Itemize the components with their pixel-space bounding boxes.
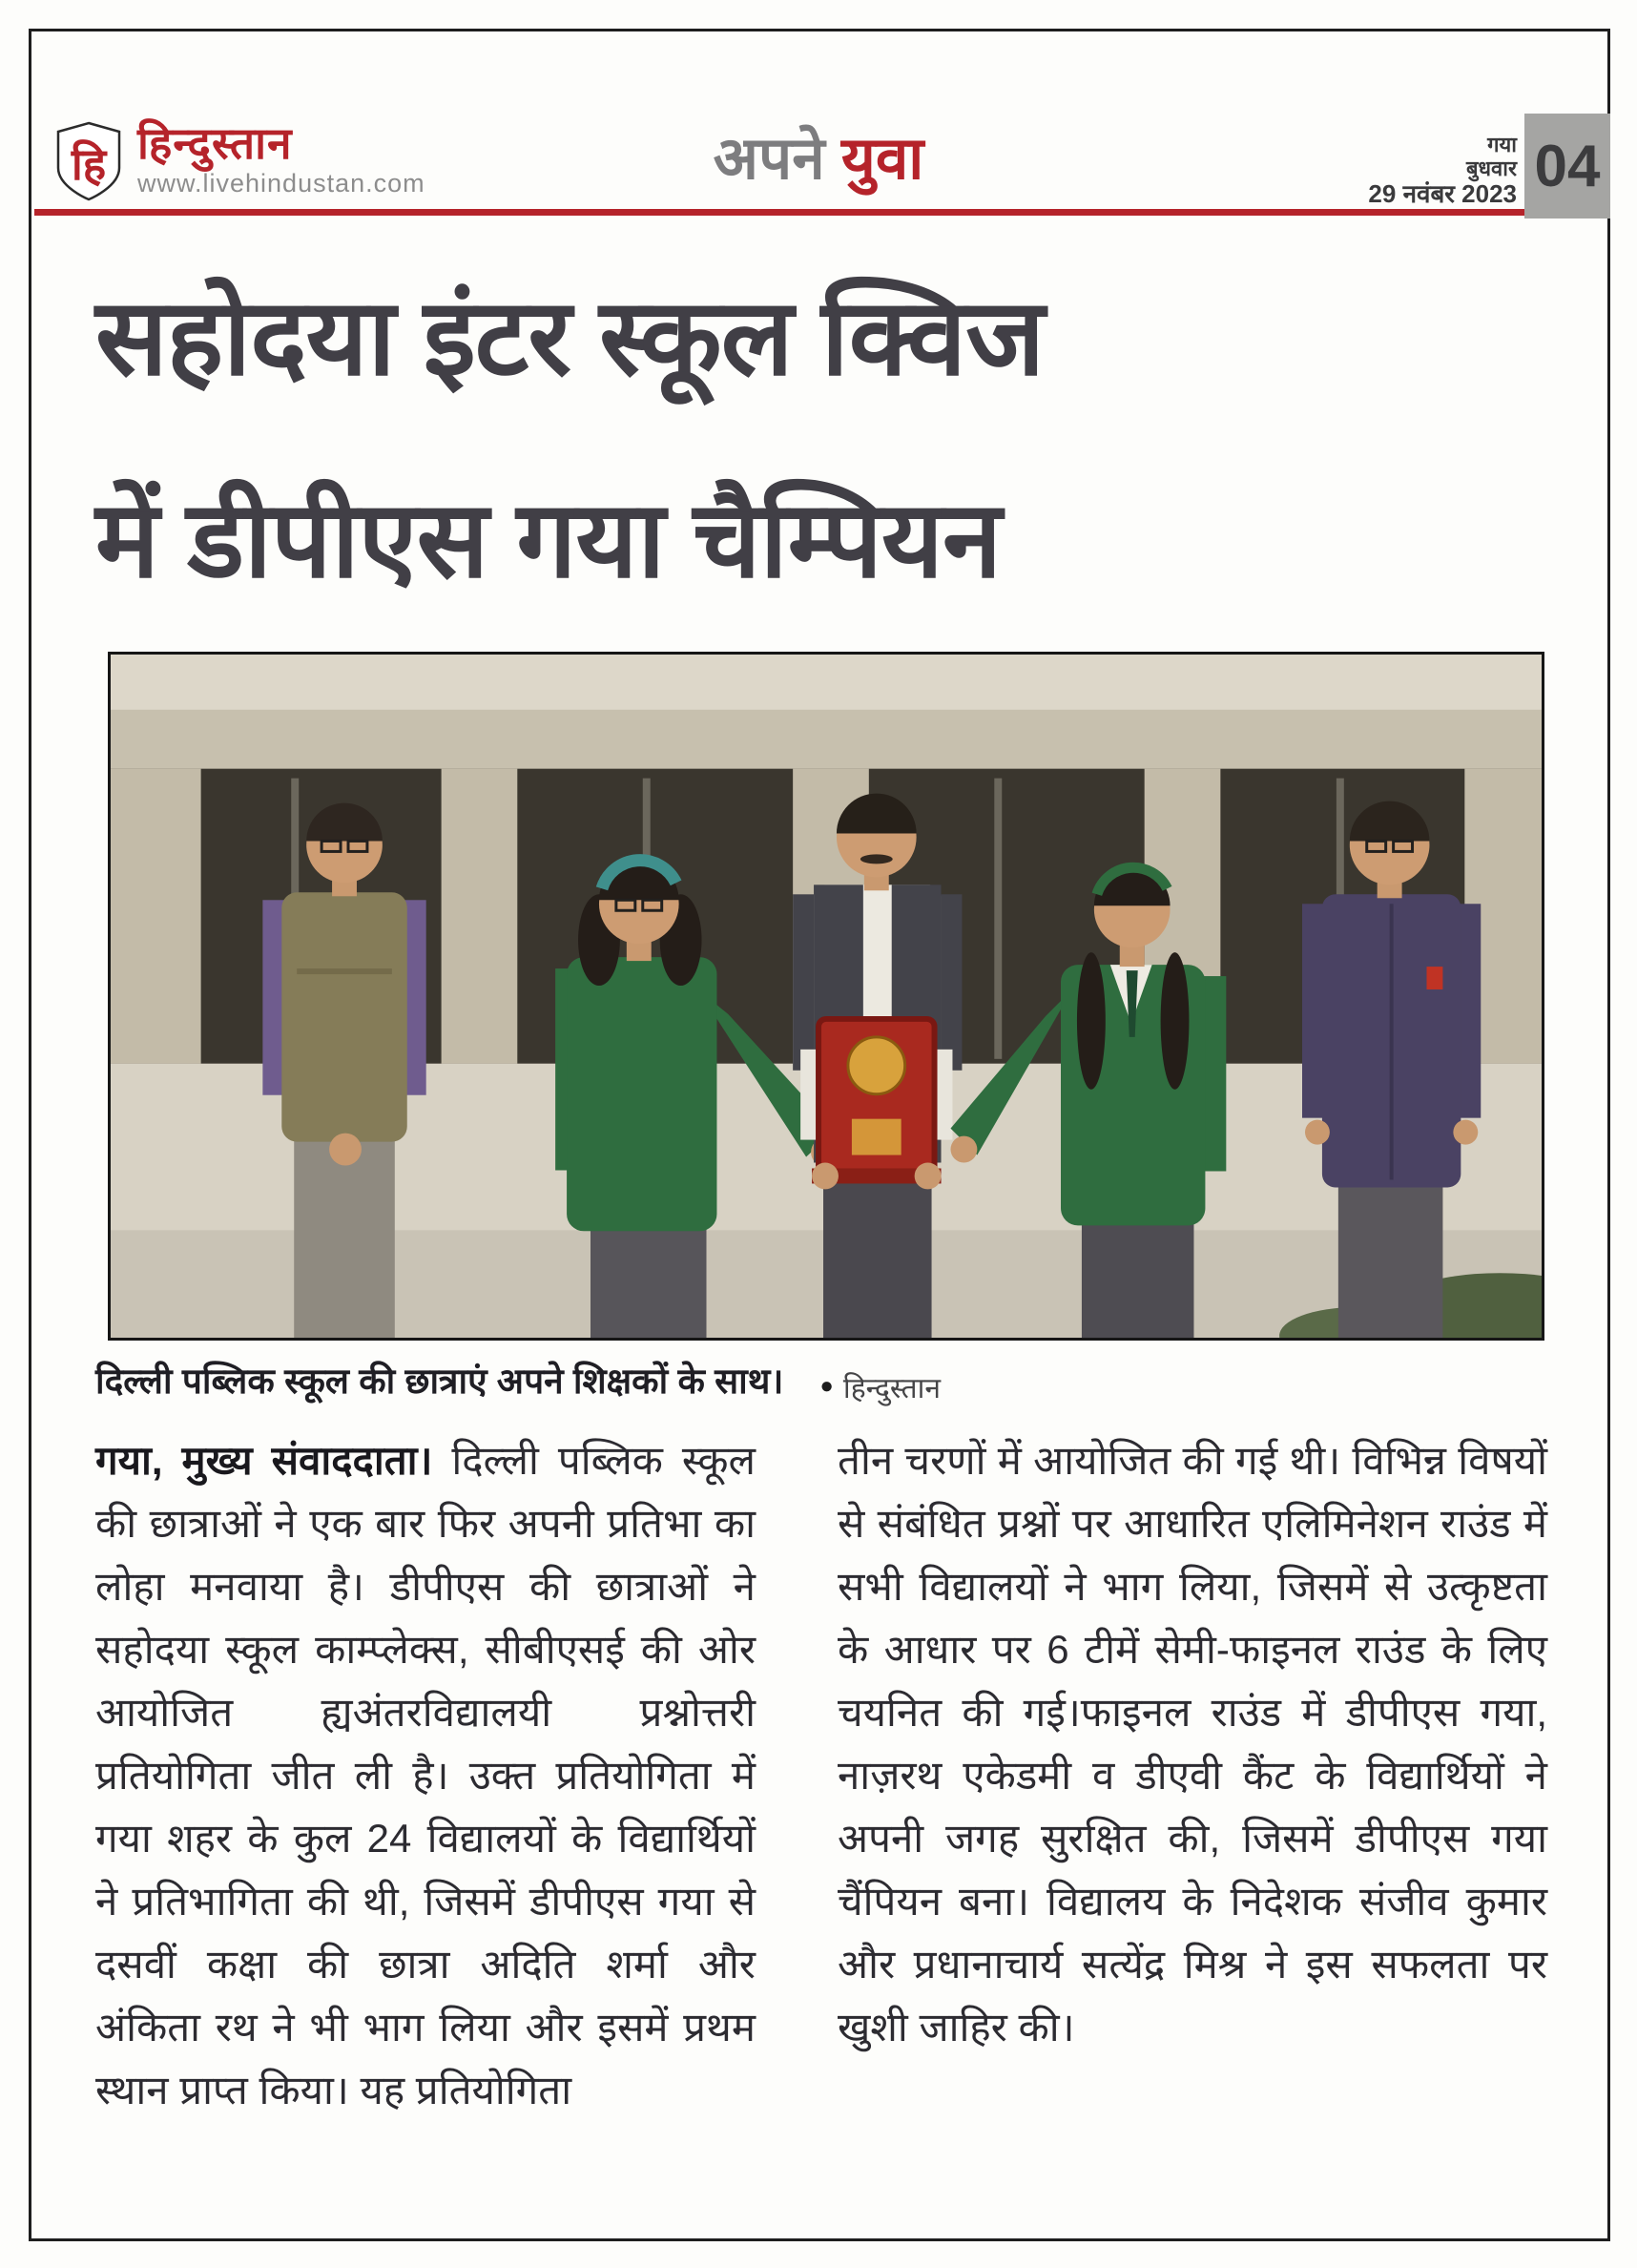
dateline: गया, मुख्य संवाददाता। xyxy=(95,1438,433,1483)
edition-city: गया xyxy=(1487,133,1517,156)
masthead-rule xyxy=(34,209,1605,216)
braid xyxy=(1077,952,1106,1090)
edition-day: बुधवार xyxy=(1465,156,1517,180)
logo-monogram: हि xyxy=(71,139,107,189)
logo-title: हिन्दुस्तान xyxy=(137,118,293,168)
photo-caption: दिल्ली पब्लिक स्कूल की छात्राएं अपने शिक्षकों के साथ। xyxy=(95,1362,784,1401)
news-photo xyxy=(108,652,1544,1341)
article-column-2 xyxy=(838,1429,1547,2059)
section-word-gray: अपने xyxy=(713,126,825,192)
news-photo-scene xyxy=(111,655,1542,1338)
photo-credit xyxy=(819,1367,941,1406)
edition-date: 29 नवंबर 2023 xyxy=(1368,179,1517,209)
section-title xyxy=(714,116,924,197)
edition-block xyxy=(1316,134,1517,208)
photo-beam xyxy=(111,710,1542,769)
section-word-red: युवा xyxy=(840,126,924,192)
page-number-badge: 04 xyxy=(1524,114,1610,218)
hindustan-shield-icon xyxy=(53,120,124,202)
credit-bullet-icon: ● xyxy=(819,1373,834,1399)
award-plaque xyxy=(812,1019,941,1184)
headline-line-2: में डीपीएस गया चैम्पियन xyxy=(95,480,1002,599)
headline-line-1: सहोदया इंटर स्कूल क्विज xyxy=(95,278,1045,397)
article-column-1 xyxy=(95,1429,756,2122)
mustache xyxy=(860,854,893,864)
masthead-logo xyxy=(53,120,425,202)
chest-badge xyxy=(1426,967,1442,989)
photo-caption-row xyxy=(95,1355,1545,1406)
article-headline xyxy=(95,237,1145,641)
column-1-text: दिल्ली पब्लिक स्कूल की छात्राओं ने एक बार फिर अपनी प्रतिभा का लोहा मनवाया है। डीपीएस की छात्राओं ने सहोदया स्कूल काम्प्लेक्स, सीबीएसई की ओर आयोजित ह्यअंतरविद्यालयी प्रश्नोत्तरी प्रतियोगिता जीत ली है। उक्त प्रतियोगिता में गया शहर के कुल 24 विद्यालयों के विद्यार्थियों ने प्रतिभागिता की थी, जिसमें डीपीएस गया से दसवीं कक्षा की छात्रा अदिति शर्मा और अंकिता रथ ने भी भाग लिया और इसमें प्रथम स्थान प्राप्त किया। यह प्रतियोगिता xyxy=(95,1438,756,2112)
credit-source: हिन्दुस्तान xyxy=(842,1372,942,1404)
logo-url[interactable]: www.livehindustan.com xyxy=(137,169,425,198)
column-2-text: तीन चरणों में आयोजित की गई थी। विभिन्न विषयों से संबंधित प्रश्नों पर आधारित एलिमिनेशन राउंड में सभी विद्यालयों ने भाग लिया, जिसमें से उत्कृष्टता के आधार पर 6 टीमें सेमी-फाइनल राउंड के लिए चयनित की गई।फाइनल राउंड में डीपीएस गया, नाज़रथ एकेडमी व डीएवी कैंट के विद्यार्थियों ने अपनी जगह सुरक्षित की, जिसमें डीपीएस गया चैंपियन बना। विद्यालय के निदेशक संजीव कुमार और प्रधानाचार्य सत्येंद्र मिश्र ने इस सफलता पर खुशी जाहिर की। xyxy=(838,1438,1547,2050)
